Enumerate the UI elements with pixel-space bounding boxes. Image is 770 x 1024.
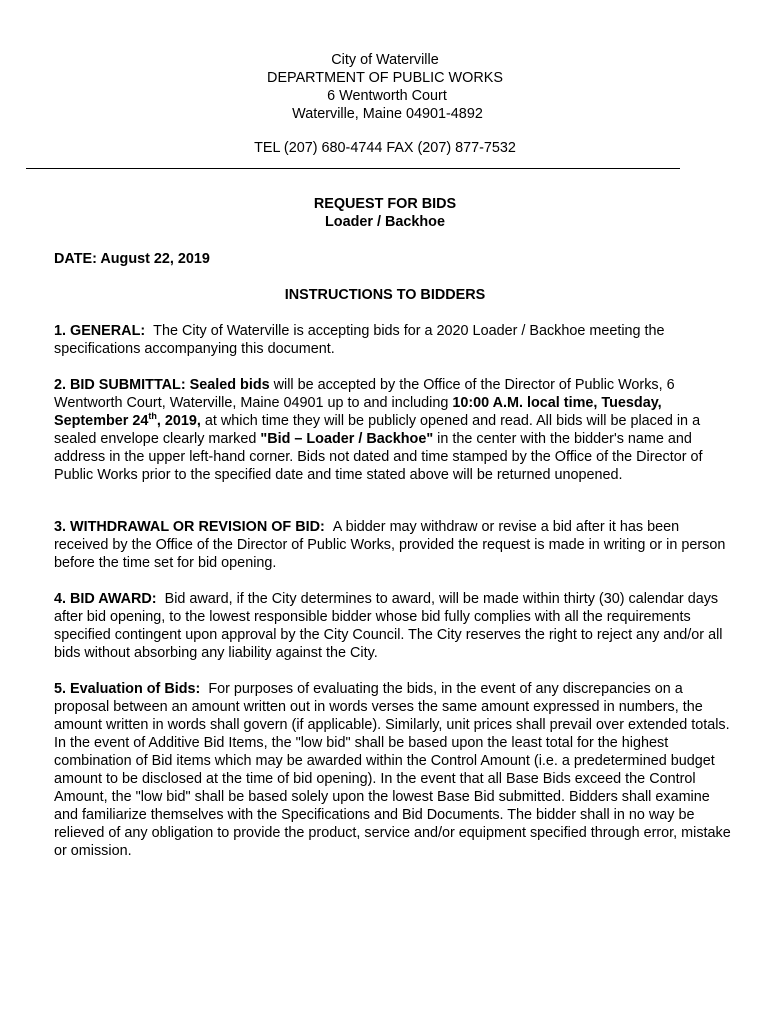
section-withdrawal-body: A bidder may withdraw or revise a bid after it has been received by the Office of the Director of Public Works, provided the request is made in writing or in person before the time set for bid opening. xyxy=(54,519,726,571)
section-evaluation-heading: 5. Evaluation of Bids: xyxy=(54,681,201,697)
section-withdrawal xyxy=(54,518,734,572)
section-award-heading: 4. BID AWARD: xyxy=(54,591,157,607)
title-main: REQUEST FOR BIDS xyxy=(313,196,457,212)
section-general-heading: 1. GENERAL: xyxy=(54,323,146,339)
section-submittal-deadline-b: , 2019, xyxy=(156,413,201,429)
section-award xyxy=(54,590,734,662)
letterhead xyxy=(0,51,770,123)
date-line: DATE: August 22, 2019 xyxy=(54,251,210,267)
document-title xyxy=(0,195,770,231)
letterhead-street: 6 Wentworth Court xyxy=(327,88,447,104)
section-submittal-body-b: at which time they will be publicly opened and read. All bids will be placed in a sealed envelope clearly marked xyxy=(54,413,701,447)
section-award-body: Bid award, if the City determines to award, will be made within thirty (30) calendar days after bid opening, to the lowest responsible bidder whose bid fully complies with all the requirements specified contingent upon approval by the City Council. The City reserves the right to reject any and/or all bids without absorbing any liability against the City. xyxy=(54,591,723,661)
letterhead-city-state-zip: Waterville, Maine 04901-4892 xyxy=(292,106,483,122)
title-sub: Loader / Backhoe xyxy=(325,214,445,230)
letterhead-department: DEPARTMENT OF PUBLIC WORKS xyxy=(267,70,503,86)
section-submittal-deadline-a: 10:00 A.M. local time, Tuesday, September 24 xyxy=(54,395,662,429)
instructions-heading: INSTRUCTIONS TO BIDDERS xyxy=(284,287,486,303)
section-submittal-heading: 2. BID SUBMITTAL: Sealed bids xyxy=(54,377,270,393)
section-general xyxy=(54,322,734,358)
letterhead-city: City of Waterville xyxy=(331,52,439,68)
letterhead-contact: TEL (207) 680-4744 FAX (207) 877-7532 xyxy=(254,140,516,156)
header-divider xyxy=(26,168,680,169)
section-submittal-deadline-sup: th xyxy=(148,411,157,422)
section-evaluation-body: For purposes of evaluating the bids, in the event of any discrepancies on a proposal between an amount written out in words verses the same amount expressed in numbers, the amount written in words shall govern (if applicable). Similarly, unit prices shall prevail over extended totals. In the event of Additive Bid Items, the "low bid" shall be based upon the least total for the highest combination of Bid items which may be awarded within the Control Amount (i.e. a predetermined budget amount to be disclosed at the time of bid opening). In the event that all Base Bids exceed the Control Amount, the "low bid" shall be based solely upon the lowest Base Bid submitted. Bidders shall examine and familiarize themselves with the Specifications and Bid Documents. The bidder shall in no way be relieved of any obligation to provide the product, service and/or equipment specified through error, mistake or omission. xyxy=(54,681,731,859)
section-submittal-body-c: in the center with the bidder's name and address in the upper left-hand corner. Bids not dated and time stamped by the Office of the Director of Public Works prior to the specified date and time stated above will be returned unopened. xyxy=(54,431,703,483)
section-general-body: The City of Waterville is accepting bids for a 2020 Loader / Backhoe meeting the specifications accompanying this document. xyxy=(54,323,665,357)
section-submittal xyxy=(54,376,734,484)
section-submittal-body-a: will be accepted by the Office of the Director of Public Works, 6 Wentworth Court, Waterville, Maine 04901 up to and including xyxy=(54,377,675,411)
section-withdrawal-heading: 3. WITHDRAWAL OR REVISION OF BID: xyxy=(54,519,325,535)
section-evaluation xyxy=(54,680,734,860)
section-submittal-marking: "Bid – Loader / Backhoe" xyxy=(260,431,434,447)
